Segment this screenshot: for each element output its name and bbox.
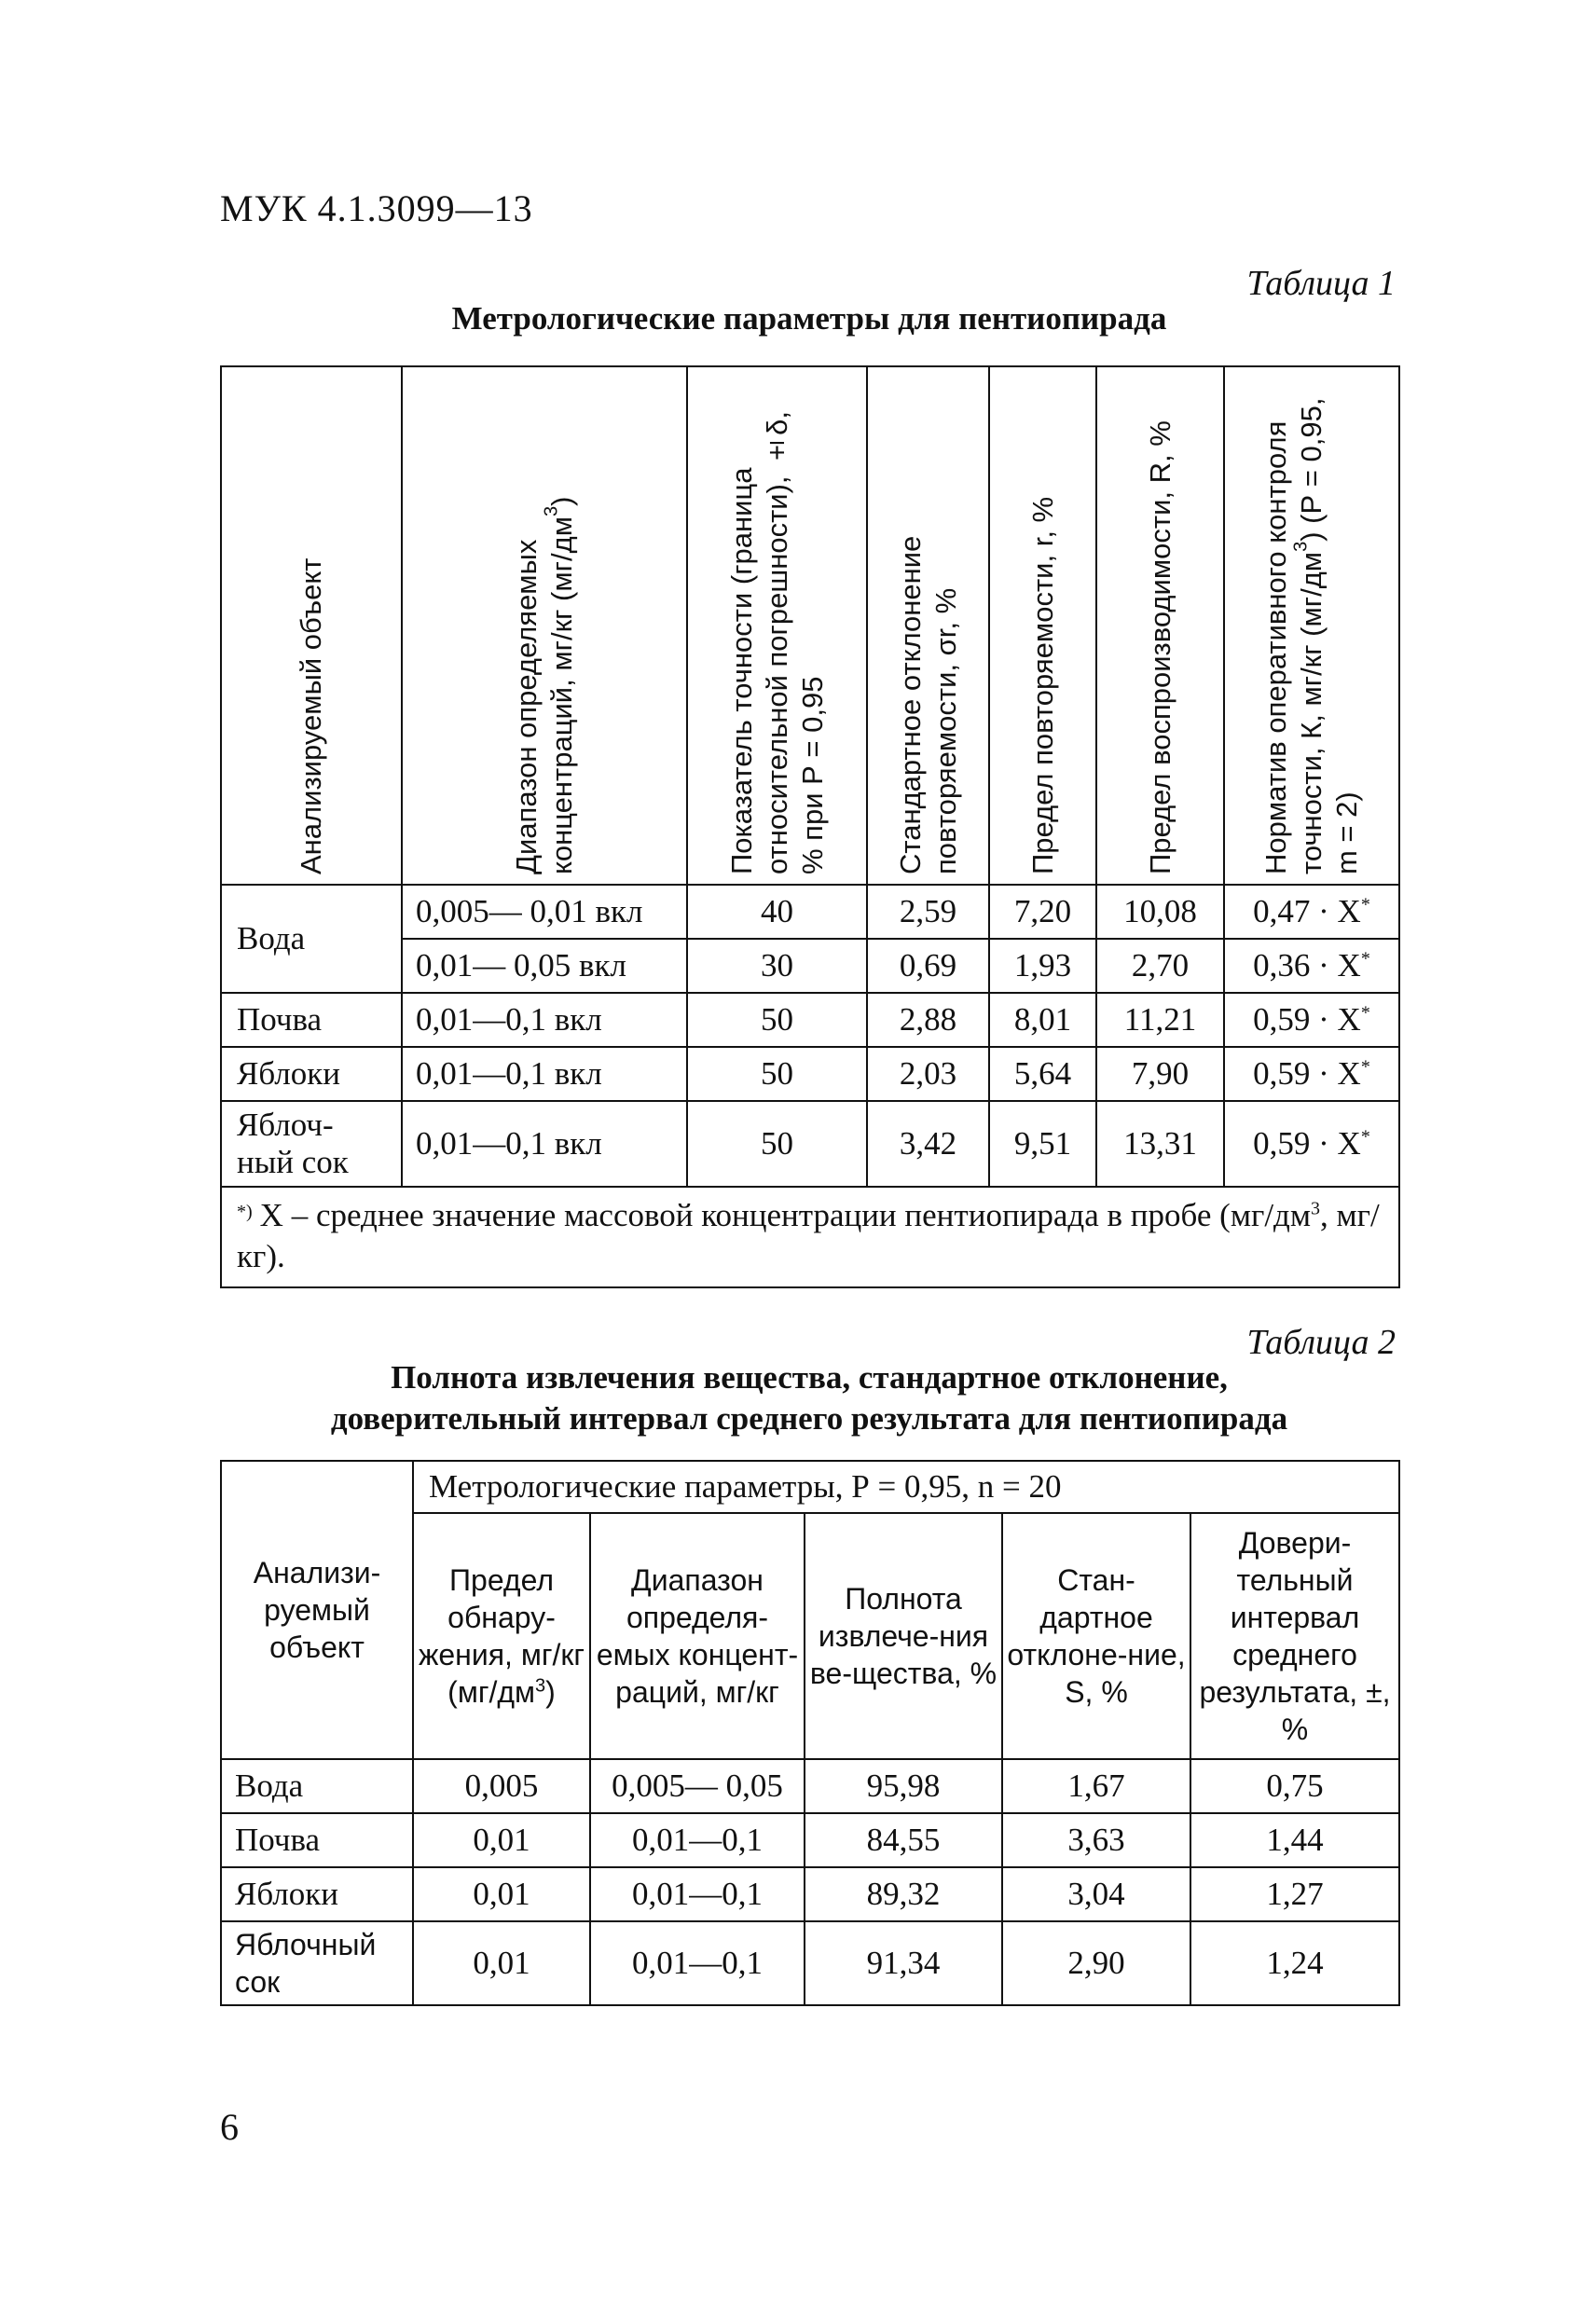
table-row bbox=[221, 1101, 1399, 1187]
row-stddev: 0,69 bbox=[867, 939, 989, 993]
table2-number: Таблица 2 bbox=[1246, 1323, 1396, 1362]
header-analyzed-object: Анализи-руемый объект bbox=[221, 1461, 413, 1759]
row-recovery: 95,98 bbox=[805, 1759, 1002, 1813]
row-range: 0,01—0,1 вкл bbox=[402, 1047, 687, 1101]
row-repeatability: 9,51 bbox=[989, 1101, 1096, 1187]
row-reproducibility: 13,31 bbox=[1096, 1101, 1224, 1187]
row-detection-limit: 0,005 bbox=[413, 1759, 590, 1813]
header-repeatability-limit: Предел повторяемости, r, % bbox=[989, 366, 1096, 885]
row-ci: 1,44 bbox=[1190, 1813, 1399, 1867]
table2-header-row bbox=[221, 1461, 1399, 1513]
row-repeatability: 7,20 bbox=[989, 885, 1096, 939]
row-accuracy: 50 bbox=[687, 993, 867, 1047]
row-object: Яблоч- ный сок bbox=[221, 1101, 402, 1187]
table1-header-row bbox=[221, 366, 1399, 885]
header-concentration-range: Диапазон определяемых концентраций, мг/кг $(мг/дм^3)$ bbox=[402, 366, 687, 885]
header-analyzed-object: Анализируемый объект bbox=[221, 366, 402, 885]
table-row bbox=[221, 1867, 1399, 1921]
header-standard-deviation: Стан-дартное отклоне-ние, S, % bbox=[1002, 1513, 1190, 1759]
header-recovery: Полнота извлече-ния ве-щества, % bbox=[805, 1513, 1002, 1759]
row-stddev: 2,59 bbox=[867, 885, 989, 939]
row-ci: 1,24 bbox=[1190, 1921, 1399, 2005]
header-control-norm: Норматив оперативного контроля точности, К, мг/кг $(мг/дм^3) (Р = 0,95$, m = 2) bbox=[1224, 366, 1399, 885]
row-accuracy: 50 bbox=[687, 1047, 867, 1101]
row-sd: 3,04 bbox=[1002, 1867, 1190, 1921]
table-row bbox=[221, 1759, 1399, 1813]
row-detection-limit: 0,01 bbox=[413, 1921, 590, 2005]
row-range: 0,01—0,1 bbox=[590, 1921, 805, 2005]
row-object: Яблоки bbox=[221, 1047, 402, 1101]
row-reproducibility: 7,90 bbox=[1096, 1047, 1224, 1101]
row-sd: 2,90 bbox=[1002, 1921, 1190, 2005]
metrology-table bbox=[220, 365, 1400, 1288]
row-accuracy: 40 bbox=[687, 885, 867, 939]
row-ci: 1,27 bbox=[1190, 1867, 1399, 1921]
row-recovery: 89,32 bbox=[805, 1867, 1002, 1921]
row-recovery: 91,34 bbox=[805, 1921, 1002, 2005]
table1-footnote: *) X – среднее значение массовой концентрации пентиопирада в пробе ($мг/дм^3$, мг/кг). bbox=[221, 1187, 1399, 1287]
row-reproducibility: 10,08 bbox=[1096, 885, 1224, 939]
row-range: 0,01—0,1 вкл bbox=[402, 1101, 687, 1187]
header-confidence-interval: Довери-тельный интервал среднего результата, ±, % bbox=[1190, 1513, 1399, 1759]
row-reproducibility: 2,70 bbox=[1096, 939, 1224, 993]
row-norm: 0,36 · X* bbox=[1224, 939, 1399, 993]
document-code: МУК 4.1.3099—13 bbox=[220, 187, 533, 229]
row-range: 0,01—0,1 bbox=[590, 1867, 805, 1921]
row-recovery: 84,55 bbox=[805, 1813, 1002, 1867]
row-accuracy: 30 bbox=[687, 939, 867, 993]
table-row bbox=[221, 1921, 1399, 2005]
row-object: Почва bbox=[221, 1813, 413, 1867]
recovery-table bbox=[220, 1460, 1400, 2006]
row-object: Яблочный сок bbox=[221, 1921, 413, 2005]
row-range: 0,01—0,1 вкл bbox=[402, 993, 687, 1047]
table1-footnote-row bbox=[221, 1187, 1399, 1287]
row-norm: 0,47 · X* bbox=[1224, 885, 1399, 939]
row-sd: 1,67 bbox=[1002, 1759, 1190, 1813]
header-accuracy-indicator: Показатель точности (граница относительной погрешности), ±δ, % при Р = 0,95 bbox=[687, 366, 867, 885]
table1-title: Метрологические параметры для пентиопирада bbox=[451, 300, 1167, 337]
row-object: Вода bbox=[221, 1759, 413, 1813]
row-sd: 3,63 bbox=[1002, 1813, 1190, 1867]
row-detection-limit: 0,01 bbox=[413, 1813, 590, 1867]
row-range: 0,01—0,1 bbox=[590, 1813, 805, 1867]
row-accuracy: 50 bbox=[687, 1101, 867, 1187]
header-reproducibility-limit: Предел воспроизводимости, R, % bbox=[1096, 366, 1224, 885]
table-row bbox=[221, 993, 1399, 1047]
row-object: Почва bbox=[221, 993, 402, 1047]
row-object: Яблоки bbox=[221, 1867, 413, 1921]
row-range: 0,005— 0,01 вкл bbox=[402, 885, 687, 939]
page-number: 6 bbox=[220, 2106, 239, 2148]
row-object: Вода bbox=[221, 885, 402, 993]
table-row bbox=[221, 885, 1399, 939]
header-detection-limit: Предел обнару-жения, мг/кг $(мг/дм^3)$ bbox=[413, 1513, 590, 1759]
table2-title: Полнота извлечения вещества, стандартное отклонение, доверительный интервал среднего результата для пентиопирада bbox=[330, 1359, 1288, 1437]
row-stddev: 2,88 bbox=[867, 993, 989, 1047]
row-repeatability: 5,64 bbox=[989, 1047, 1096, 1101]
row-norm: 0,59 · X* bbox=[1224, 1047, 1399, 1101]
table1-number: Таблица 1 bbox=[1246, 264, 1396, 303]
row-stddev: 3,42 bbox=[867, 1101, 989, 1187]
row-detection-limit: 0,01 bbox=[413, 1867, 590, 1921]
row-norm: 0,59 · X* bbox=[1224, 993, 1399, 1047]
row-repeatability: 1,93 bbox=[989, 939, 1096, 993]
header-repeatability-stddev: Стандартное отклонение повторяемости, σr, % bbox=[867, 366, 989, 885]
row-stddev: 2,03 bbox=[867, 1047, 989, 1101]
row-reproducibility: 11,21 bbox=[1096, 993, 1224, 1047]
header-concentration-range: Диапазон определя-емых концент-раций, мг/кг bbox=[590, 1513, 805, 1759]
row-range: 0,01— 0,05 вкл bbox=[402, 939, 687, 993]
row-repeatability: 8,01 bbox=[989, 993, 1096, 1047]
table-row bbox=[221, 1813, 1399, 1867]
header-metrology-params: Метрологические параметры, Р = 0,95, n = 20 bbox=[413, 1461, 1399, 1513]
row-norm: 0,59 · X* bbox=[1224, 1101, 1399, 1187]
row-ci: 0,75 bbox=[1190, 1759, 1399, 1813]
table-row bbox=[221, 1047, 1399, 1101]
row-range: 0,005— 0,05 bbox=[590, 1759, 805, 1813]
